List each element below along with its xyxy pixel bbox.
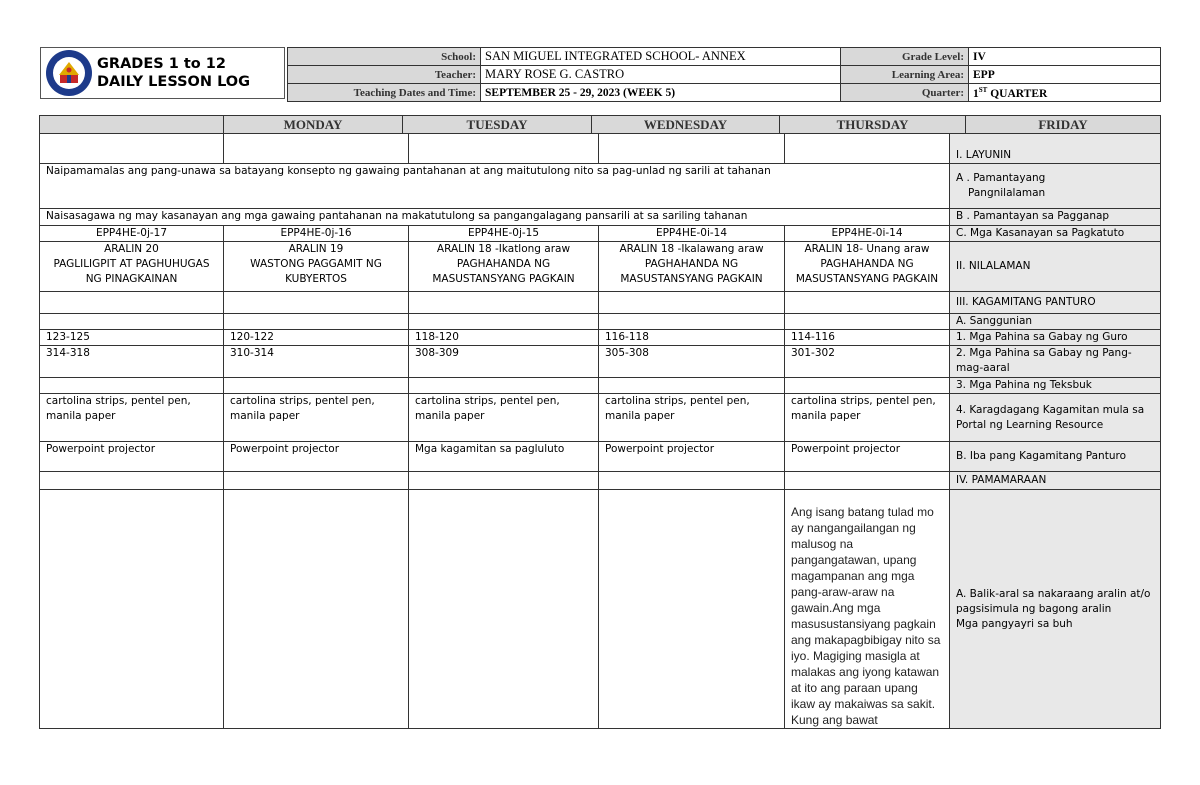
balik-aral-label: A. Balik-aral sa nakaraang aralin at/o pagsisimula ng bagong aralin xyxy=(956,587,1151,615)
title-line-1: GRADES 1 to 12 xyxy=(97,56,226,72)
pagganap-text: Naisasagawa ng may kasanayan ang mga gawaing pantahanan na makatutulong sa pangangalagang pansarili at sa sariling tahanan xyxy=(40,209,950,226)
dates-label: Teaching Dates and Time: xyxy=(288,84,481,102)
days-strip xyxy=(224,116,1161,134)
blank-header-cell xyxy=(40,116,224,134)
cell-blank xyxy=(409,134,599,164)
aralin-wednesday xyxy=(409,242,599,292)
section-gabay-mag: 2. Mga Pahina sa Gabay ng Pang-mag-aaral xyxy=(950,346,1161,378)
cell-blank xyxy=(40,490,224,729)
aralin-line: PAGHAHANDA NG xyxy=(820,258,914,270)
cell-blank xyxy=(785,292,950,314)
section-nilalaman: II. NILALAMAN xyxy=(950,242,1161,292)
section-balik-aral xyxy=(950,490,1161,729)
materials-line: cartolina strips, pentel pen, xyxy=(605,395,750,407)
section-pagganap: B . Pamantayan sa Pagganap xyxy=(950,209,1161,226)
section-sanggunian: A. Sanggunian xyxy=(950,314,1161,330)
school-value: SAN MIGUEL INTEGRATED SCHOOL- ANNEX xyxy=(481,48,841,66)
materials-line: manila paper xyxy=(791,410,861,422)
section-karagdagang: 4. Karagdagang Kagamitan mula sa Portal ng Learning Resource xyxy=(950,394,1161,442)
cell-blank xyxy=(224,134,409,164)
cell-blank xyxy=(785,472,950,490)
cell-blank xyxy=(224,292,409,314)
guro-pages-monday: 123-125 xyxy=(40,330,224,346)
aralin-line: MASUSTANSYANG PAGKAIN xyxy=(620,273,763,285)
iba-pa-wednesday: Mga kagamitan sa pagluluto xyxy=(409,442,599,472)
table-row xyxy=(40,292,1161,314)
code-monday: EPP4HE-0j-17 xyxy=(40,226,224,242)
day-wednesday: WEDNESDAY xyxy=(592,116,780,133)
aralin-title: ARALIN 19 xyxy=(288,243,344,255)
aralin-line: KUBYERTOS xyxy=(285,273,347,285)
section-gabay-guro: 1. Mga Pahina sa Gabay ng Guro xyxy=(950,330,1161,346)
materials-line: manila paper xyxy=(415,410,485,422)
quarter-value xyxy=(969,84,1161,102)
table-row xyxy=(40,164,1161,209)
cell-blank xyxy=(599,134,785,164)
aralin-line: PAGHAHANDA NG xyxy=(644,258,739,270)
materials-tuesday xyxy=(224,394,409,442)
guro-pages-tuesday: 120-122 xyxy=(224,330,409,346)
pamantayang-line-1: A . Pamantayang xyxy=(956,172,1046,184)
cell-blank xyxy=(599,472,785,490)
pangnilalaman-text: Naipamamalas ang pang-unawa sa batayang konsepto ng gawaing pantahanan at ang maitutulong nito sa pag-unlad ng sarili at tahanan xyxy=(40,164,950,209)
guro-pages-thursday: 116-118 xyxy=(599,330,785,346)
section-kagamitan: III. KAGAMITANG PANTURO xyxy=(950,292,1161,314)
section-iba-pa: B. Iba pang Kagamitang Panturo xyxy=(950,442,1161,472)
cell-blank xyxy=(599,314,785,330)
cell-blank xyxy=(599,490,785,729)
cell-blank xyxy=(785,134,950,164)
materials-line: cartolina strips, pentel pen, xyxy=(791,395,936,407)
guro-pages-wednesday: 118-120 xyxy=(409,330,599,346)
cell-blank xyxy=(40,314,224,330)
materials-wednesday xyxy=(409,394,599,442)
cell-blank xyxy=(409,472,599,490)
grade-label: Grade Level: xyxy=(841,48,969,66)
area-value: EPP xyxy=(969,66,1161,84)
mag-pages-friday: 301-302 xyxy=(785,346,950,378)
cell-blank xyxy=(224,472,409,490)
quarter-word: QUARTER xyxy=(990,87,1048,100)
day-tuesday: TUESDAY xyxy=(403,116,592,133)
section-pamantayang-pangnilalaman xyxy=(950,164,1161,209)
aralin-title: ARALIN 18 -Ikatlong araw xyxy=(436,243,571,255)
cell-blank xyxy=(409,378,599,394)
deped-seal-icon xyxy=(45,49,93,97)
cell-blank xyxy=(785,314,950,330)
aralin-monday xyxy=(40,242,224,292)
code-thursday: EPP4HE-0i-14 xyxy=(599,226,785,242)
table-row xyxy=(40,330,1161,346)
cell-blank xyxy=(224,378,409,394)
mag-pages-tuesday: 310-314 xyxy=(224,346,409,378)
teacher-label: Teacher: xyxy=(288,66,481,84)
quarter-suffix: ST xyxy=(978,85,988,94)
table-row xyxy=(40,209,1161,226)
lesson-log-table xyxy=(39,115,1161,729)
materials-thursday xyxy=(599,394,785,442)
title-line-2: DAILY LESSON LOG xyxy=(97,74,251,90)
aralin-tuesday xyxy=(224,242,409,292)
table-row xyxy=(40,242,1161,292)
aralin-line: MASUSTANSYANG PAGKAIN xyxy=(795,273,939,285)
iba-pa-thursday: Powerpoint projector xyxy=(599,442,785,472)
iba-pa-monday: Powerpoint projector xyxy=(40,442,224,472)
code-friday: EPP4HE-0i-14 xyxy=(785,226,950,242)
materials-line: cartolina strips, pentel pen, xyxy=(46,395,191,407)
grade-value: IV xyxy=(969,48,1161,66)
materials-line: manila paper xyxy=(230,410,300,422)
iba-pa-friday: Powerpoint projector xyxy=(785,442,950,472)
materials-line: cartolina strips, pentel pen, xyxy=(230,395,375,407)
mag-pages-thursday: 305-308 xyxy=(599,346,785,378)
lesson-log-title-box xyxy=(40,47,285,99)
school-info-table xyxy=(287,47,1161,102)
day-thursday: THURSDAY xyxy=(780,116,966,133)
thursday-story-text: Ang isang batang tulad mo ay nangangailangan ng malusog na pangangatawan, upang magampanan ang mga pang-araw-araw na gawain.Ang mga masusustansiyang pagkain ang makapagbibigay nito sa iyo. Magiging masigla at malakas ang iyong katawan at ito ang paraan upang ikaw ay makaiwas sa sakit. Kung ang bawat xyxy=(785,490,950,729)
table-row xyxy=(40,394,1161,442)
guro-pages-friday: 114-116 xyxy=(785,330,950,346)
aralin-title: ARALIN 20 xyxy=(104,243,159,255)
materials-line: cartolina strips, pentel pen, xyxy=(415,395,560,407)
school-label: School: xyxy=(288,48,481,66)
mga-pangyayri-label: Mga pangyayri sa buh xyxy=(956,617,1073,630)
iba-pa-tuesday: Powerpoint projector xyxy=(224,442,409,472)
mag-pages-monday: 314-318 xyxy=(40,346,224,378)
code-tuesday: EPP4HE-0j-16 xyxy=(224,226,409,242)
table-row xyxy=(40,472,1161,490)
pamantayang-line-2: Pangnilalaman xyxy=(968,187,1046,199)
table-row xyxy=(40,378,1161,394)
aralin-line: PAGHAHANDA NG xyxy=(456,258,551,270)
quarter-label: Quarter: xyxy=(841,84,969,102)
cell-blank xyxy=(599,378,785,394)
aralin-line: NG PINAGKAINAN xyxy=(85,273,178,285)
teacher-value: MARY ROSE G. CASTRO xyxy=(481,66,841,84)
aralin-title: ARALIN 18- Unang araw xyxy=(804,243,930,255)
area-label: Learning Area: xyxy=(841,66,969,84)
section-pamamaraan: IV. PAMAMARAAN xyxy=(950,472,1161,490)
cell-blank xyxy=(785,378,950,394)
section-kasanayan: C. Mga Kasanayan sa Pagkatuto xyxy=(950,226,1161,242)
section-layunin: I. LAYUNIN xyxy=(950,134,1161,164)
table-row xyxy=(40,490,1161,729)
aralin-thursday xyxy=(599,242,785,292)
cell-blank xyxy=(599,292,785,314)
table-row xyxy=(40,346,1161,378)
cell-blank xyxy=(40,378,224,394)
cell-blank xyxy=(40,134,224,164)
dates-value: SEPTEMBER 25 - 29, 2023 (WEEK 5) xyxy=(481,84,841,102)
day-friday: FRIDAY xyxy=(1038,117,1088,132)
cell-blank xyxy=(40,472,224,490)
section-teksbuk: 3. Mga Pahina ng Teksbuk xyxy=(950,378,1161,394)
cell-blank xyxy=(224,314,409,330)
table-row xyxy=(40,134,1161,164)
aralin-line: MASUSTANSYANG PAGKAIN xyxy=(432,273,575,285)
day-monday: MONDAY xyxy=(224,116,403,133)
log-title xyxy=(97,55,250,91)
code-wednesday: EPP4HE-0j-15 xyxy=(409,226,599,242)
table-row xyxy=(40,442,1161,472)
materials-friday xyxy=(785,394,950,442)
cell-blank xyxy=(409,490,599,729)
table-row xyxy=(40,314,1161,330)
quarter-number: 1 xyxy=(973,87,979,100)
day-header-row xyxy=(40,116,1161,134)
cell-blank xyxy=(224,490,409,729)
cell-blank xyxy=(40,292,224,314)
materials-line: manila paper xyxy=(605,410,675,422)
aralin-line: WASTONG PAGGAMIT NG xyxy=(250,258,382,270)
cell-blank xyxy=(409,292,599,314)
mag-pages-wednesday: 308-309 xyxy=(409,346,599,378)
cell-blank xyxy=(409,314,599,330)
materials-line: manila paper xyxy=(46,410,116,422)
materials-monday xyxy=(40,394,224,442)
table-row xyxy=(40,226,1161,242)
aralin-friday xyxy=(785,242,950,292)
aralin-line: PAGLILIGPIT AT PAGHUHUGAS xyxy=(53,258,210,270)
aralin-title: ARALIN 18 -Ikalawang araw xyxy=(619,243,764,255)
